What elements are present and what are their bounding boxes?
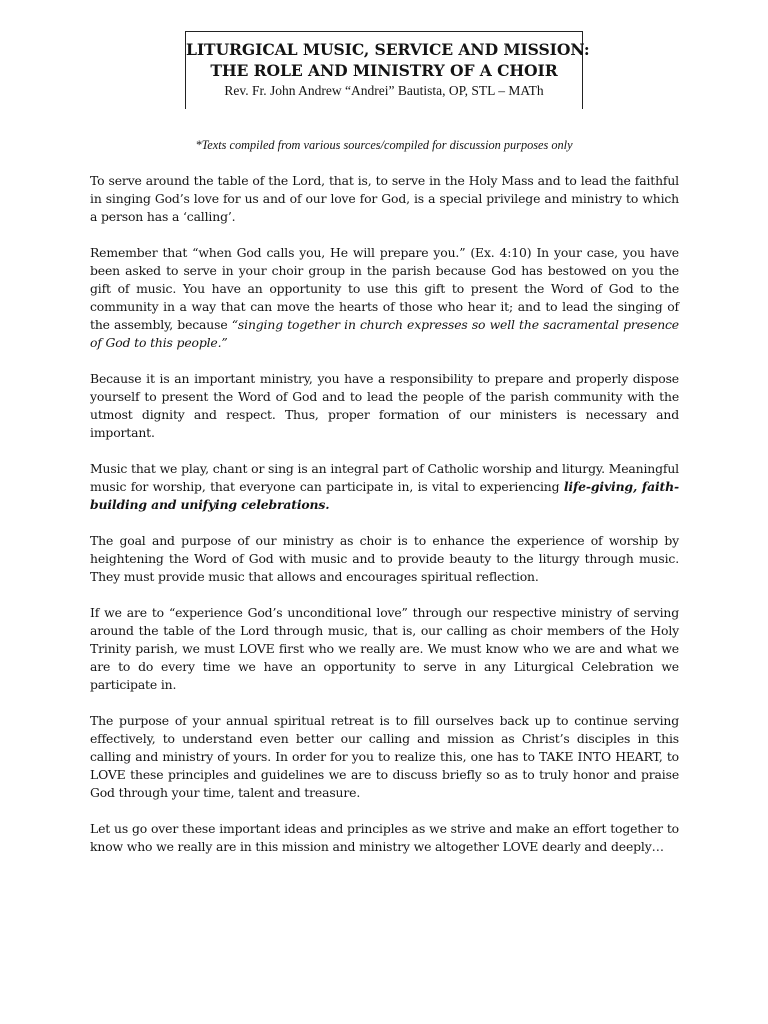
- paragraph-5: The goal and purpose of our ministry as choir is to enhance the experience of worship by heightening the Word of God with music and to provide beauty to the liturgy through music. They must provide music that allows and encourages spiritual reflection.: [90, 533, 679, 584]
- paragraph-4-emphasis: life-giving, faith-building and unifying celebrations.: [90, 479, 679, 512]
- paragraph-4: [90, 460, 679, 514]
- paragraph-3: Because it is an important ministry, you have a responsibility to prepare and properly dispose yourself to present the Word of God and to lead the people of the parish community with the utmost dignity and respect. Thus, proper formation of our ministers is necessary and important.: [90, 371, 679, 440]
- paragraph-2-text: Remember that “when God calls you, He will prepare you.” (Ex. 4:10) In your case, you have been asked to serve in your choir group in the parish because God has bestowed on you the gift of music. You have an opportunity to use this gift to present the Word of God to the community in a way that can move the hearts of those who hear it; and to lead the singing of the assembly, because: [90, 245, 679, 332]
- title-box: [185, 31, 590, 109]
- paragraph-4-text: Music that we play, chant or sing is an integral part of Catholic worship and liturgy. Meaningful music for worship, that everyone can participate in, is vital to experiencing: [90, 461, 679, 494]
- body-text: [90, 172, 679, 874]
- paragraph-8: Let us go over these important ideas and principles as we strive and make an effort together to know who we really are in this mission and ministry we altogether LOVE dearly and deeply…: [90, 821, 679, 854]
- paragraph-6: If we are to “experience God’s unconditional love” through our respective ministry of serving around the table of the Lord through music, that is, our calling as choir members of the Holy Trinity parish, we must LOVE first who we really are. We must know who we are and what we are to do every time we have an opportunity to serve in any Liturgical Celebration we participate in.: [90, 605, 679, 692]
- paragraph-7: The purpose of your annual spiritual retreat is to fill ourselves back up to continue serving effectively, to understand even better our calling and mission as Christ’s disciples in this calling and ministry of yours. In order for you to realize this, one has to TAKE INTO HEART, to LOVE these principles and guidelines we are to discuss briefly so as to truly honor and praise God through your time, talent and treasure.: [90, 713, 679, 800]
- document-title-line-1: LITURGICAL MUSIC, SERVICE AND MISSION:: [186, 40, 590, 59]
- compilation-note: *Texts compiled from various sources/compiled for discussion purposes only: [195, 138, 573, 152]
- author-line: Rev. Fr. John Andrew “Andrei” Bautista, OP, STL – MATh: [224, 83, 544, 98]
- paragraph-2-quote: “singing together in church expresses so well the sacramental presence of God to this people.”: [90, 317, 679, 350]
- paragraph-2: [90, 244, 679, 352]
- document-title-line-2: THE ROLE AND MINISTRY OF A CHOIR: [210, 61, 558, 80]
- paragraph-1: To serve around the table of the Lord, that is, to serve in the Holy Mass and to lead the faithful in singing God’s love for us and of our love for God, is a special privilege and ministry to which a person has a ‘calling’.: [90, 173, 679, 224]
